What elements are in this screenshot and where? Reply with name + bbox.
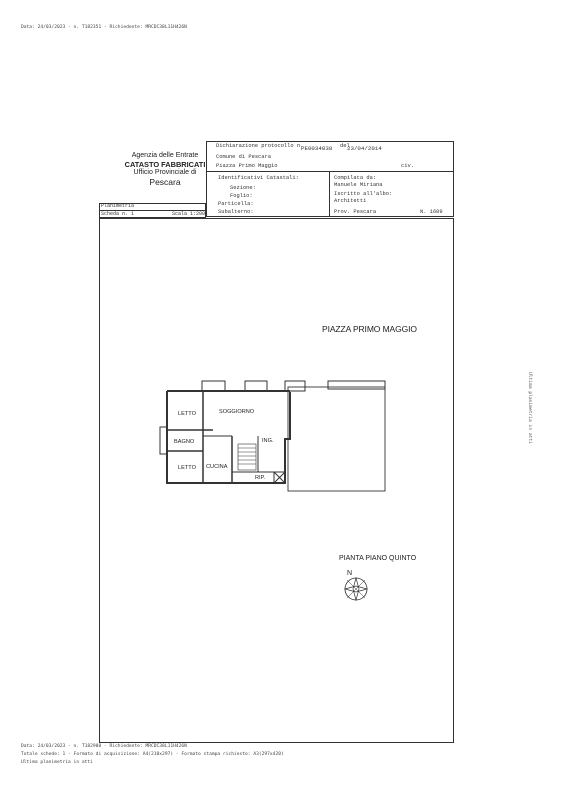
floor-plan bbox=[150, 372, 390, 497]
footer-line-3: Ultima planimetria in atti bbox=[21, 760, 93, 765]
balcony-4 bbox=[328, 381, 385, 389]
catasto-label: CATASTO FABBRICATI bbox=[124, 159, 206, 169]
compilata-name: Manuele Miriana bbox=[334, 182, 383, 188]
north-label: N bbox=[347, 570, 353, 577]
scheda-number: Scheda n. 1 bbox=[101, 211, 135, 217]
side-annotation: Ultima planimetria in atti bbox=[527, 372, 532, 444]
room-letto-1: LETTO bbox=[178, 411, 196, 417]
city-label: Pescara bbox=[149, 176, 181, 187]
footer-line-1: Data: 24/03/2023 - n. T182900 - Richiedente: MRCDC38L11H426N bbox=[21, 744, 187, 749]
north-arrow-icon bbox=[341, 573, 371, 603]
protocol-number: PE0034838 bbox=[301, 145, 333, 152]
dichiarazione-label: Dichiarazione protocollo n. bbox=[216, 143, 304, 149]
address-label: Piazza Primo Maggio bbox=[216, 163, 278, 169]
iscritto-label: Iscritto all'albo: bbox=[334, 191, 393, 197]
del-label: del bbox=[340, 143, 350, 149]
identificativi-label: Identificativi Catastali: bbox=[218, 175, 299, 181]
top-header-text: Data: 24/03/2023 - n. T182351 - Richiedente: MRCDC38L11H426N bbox=[21, 25, 187, 30]
room-rip: RIP. bbox=[255, 475, 266, 481]
subalterno-label: Subalterno: bbox=[218, 209, 254, 215]
balcony-1 bbox=[202, 381, 225, 391]
particella-label: Particella: bbox=[218, 201, 254, 207]
footer-line-2: Totale schede: 1 - Formato di acquisizione: A4(210x297) - Formato stampa richiesto: A3(297x420) bbox=[21, 752, 284, 757]
ufficio-label: Ufficio Provinciale di bbox=[133, 169, 197, 176]
foglio-label: Foglio: bbox=[230, 193, 253, 199]
room-bagno: BAGNO bbox=[174, 439, 195, 445]
civ-label: civ. bbox=[401, 163, 414, 169]
floor-title: PIANTA PIANO QUINTO bbox=[339, 555, 417, 562]
prov-label: Prov. Pescara bbox=[334, 209, 377, 215]
iscritto-value: Architetti bbox=[334, 198, 367, 204]
scheda-title: Planimetria bbox=[101, 203, 135, 209]
room-ing: ING. bbox=[262, 438, 274, 444]
balcony-2 bbox=[245, 381, 267, 391]
registration-number: N. 1609 bbox=[420, 209, 443, 215]
sezione-label: Sezione: bbox=[230, 185, 256, 191]
stairs bbox=[238, 444, 256, 470]
adjacent-building-outline bbox=[288, 387, 385, 491]
side-bump bbox=[160, 427, 167, 454]
agency-name: Agenzia delle Entrate bbox=[131, 152, 199, 159]
room-letto-2: LETTO bbox=[178, 465, 196, 471]
room-soggiorno: SOGGIORNO bbox=[219, 409, 255, 415]
room-cucina: CUCINA bbox=[206, 464, 228, 470]
compilata-label: Compilata da: bbox=[334, 175, 377, 181]
protocol-date: 23/04/2014 bbox=[347, 145, 382, 152]
comune-label: Comune di Pescara bbox=[216, 154, 271, 160]
street-label: PIAZZA PRIMO MAGGIO bbox=[322, 324, 417, 334]
header-vertical-divider bbox=[329, 171, 330, 217]
scala-label: Scala 1:200 bbox=[172, 211, 206, 217]
header-divider bbox=[206, 171, 454, 172]
